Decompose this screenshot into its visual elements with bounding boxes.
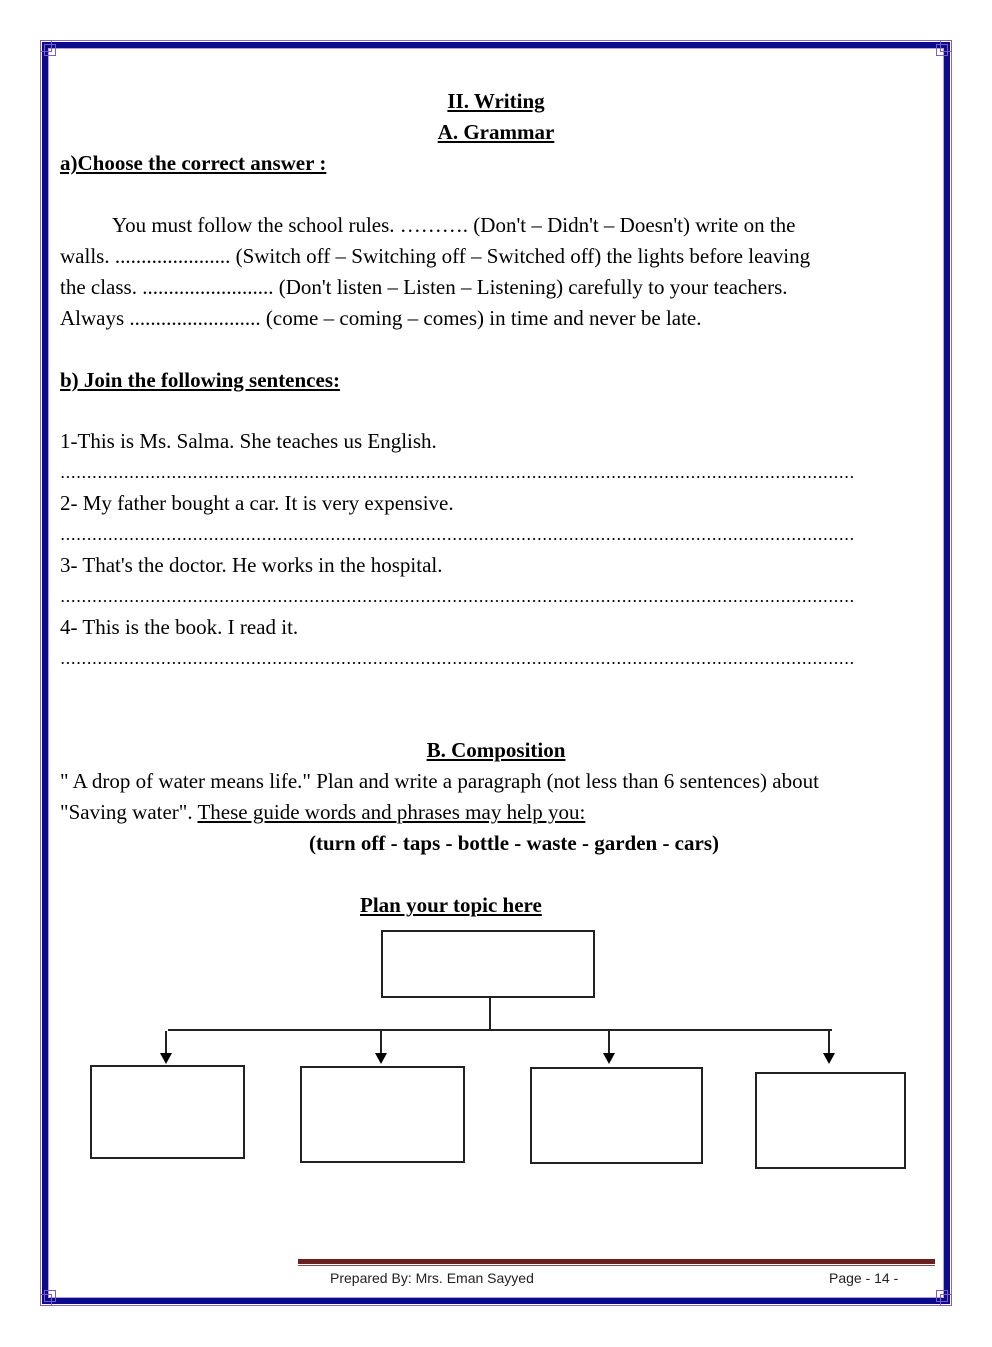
section-title: II. Writing: [447, 89, 545, 113]
idea-box-2[interactable]: [300, 1066, 465, 1163]
section-subtitle: A. Grammar: [437, 120, 555, 144]
arrow-shaft-2: [380, 1031, 382, 1054]
join-sentence-2: 2- My father bought a car. It is very expensive.: [60, 491, 454, 515]
border-corner-bottom-left-inner: [44, 1290, 56, 1302]
join-sentence-1: 1-This is Ms. Salma. She teaches us English.: [60, 429, 437, 453]
answer-line-4[interactable]: [60, 662, 854, 664]
arrow-shaft-4: [828, 1031, 830, 1054]
arrow-down-icon: [375, 1053, 387, 1064]
arrow-shaft-1: [165, 1031, 167, 1054]
answer-line-2[interactable]: [60, 538, 854, 540]
footer-divider-thin: [298, 1265, 935, 1266]
idea-box-1[interactable]: [90, 1065, 245, 1159]
guide-words-intro: These guide words and phrases may help you:: [197, 800, 586, 824]
answer-line-3[interactable]: [60, 600, 854, 602]
join-sentence-3: 3- That's the doctor. He works in the hospital.: [60, 553, 443, 577]
arrow-down-icon: [160, 1053, 172, 1064]
idea-box-3[interactable]: [530, 1067, 703, 1164]
part-b-heading: b) Join the following sentences:: [60, 368, 340, 392]
answer-line-1[interactable]: [60, 476, 854, 478]
idea-box-4[interactable]: [755, 1072, 906, 1169]
part-a-line-2: walls. ...................... (Switch off – Switching off – Switched off) the lights before leaving: [60, 244, 811, 268]
part-a-heading: a)Choose the correct answer :: [60, 151, 327, 175]
part-a-line-1: You must follow the school rules. ………. (Don't – Didn't – Doesn't) write on the: [112, 213, 796, 237]
arrow-down-icon: [603, 1053, 615, 1064]
part-a-line-3: the class. ......................... (Don't listen – Listen – Listening) carefully to your teachers.: [60, 275, 788, 299]
plan-heading: Plan your topic here: [360, 893, 542, 917]
border-corner-bottom-right-inner: [936, 1290, 948, 1302]
guide-words: (turn off - taps - bottle - waste - garden - cars): [309, 831, 719, 855]
page-number: Page - 14 -: [829, 1270, 899, 1286]
arrow-down-icon: [823, 1053, 835, 1064]
composition-prompt-line-1: " A drop of water means life." Plan and write a paragraph (not less than 6 sentences) about: [60, 769, 819, 793]
part-a-line-4: Always ......................... (come – coming – comes) in time and never be late.: [60, 306, 702, 330]
composition-prompt-text: "Saving water".: [60, 800, 198, 824]
footer-divider: [298, 1259, 935, 1264]
arrow-shaft-3: [608, 1031, 610, 1054]
border-corner-top-left-inner: [44, 44, 56, 56]
connector-bar: [168, 1029, 832, 1031]
join-sentence-4: 4- This is the book. I read it.: [60, 615, 299, 639]
footer-author: Prepared By: Mrs. Eman Sayyed: [330, 1270, 534, 1286]
topic-box[interactable]: [381, 930, 595, 998]
composition-heading: B. Composition: [426, 738, 566, 762]
border-corner-top-right-inner: [936, 44, 948, 56]
composition-prompt-line-2: [60, 800, 585, 824]
connector-stem: [489, 998, 491, 1030]
